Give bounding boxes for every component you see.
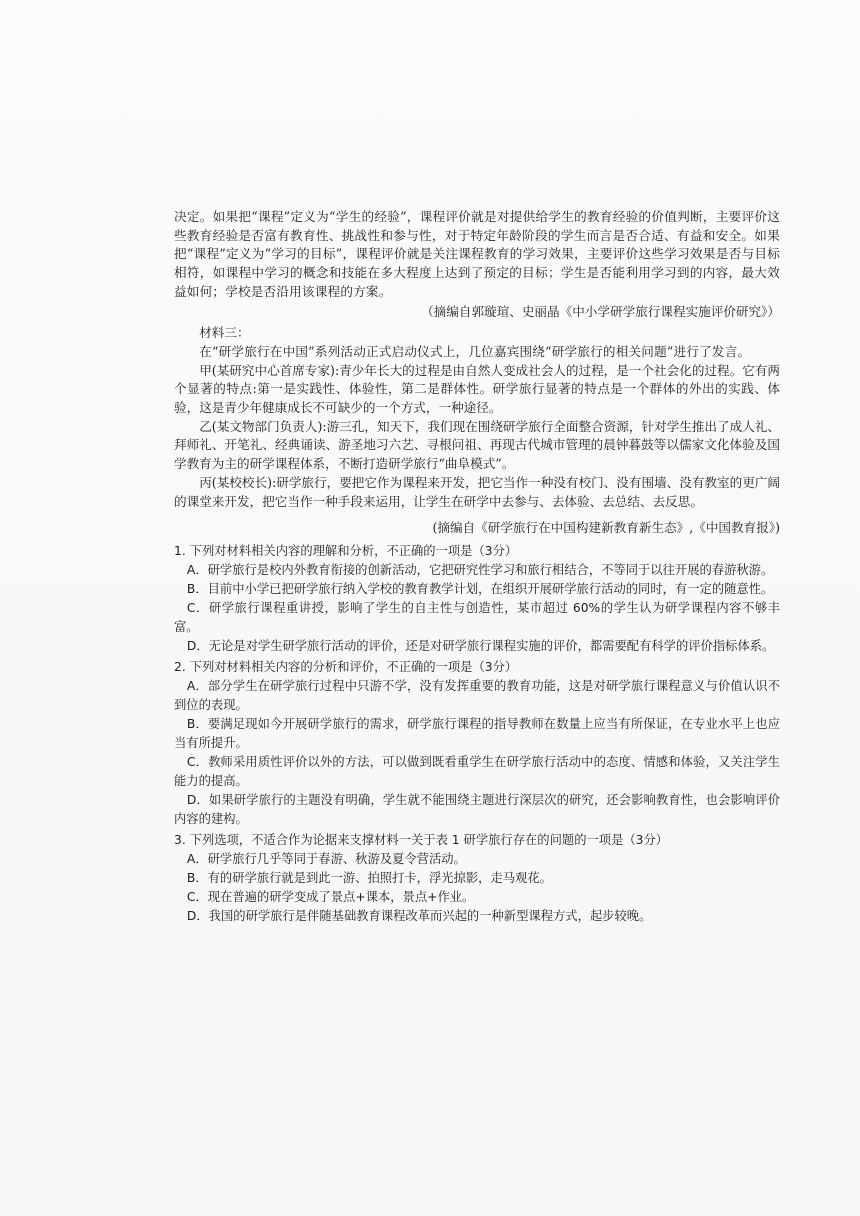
source-citation-2: (摘编自《研学旅行在中国构建新教育新生态》,《中国教育报》) bbox=[432, 520, 780, 536]
question-1-option-d: D．无论是对学生研学旅行活动的评价，还是对研学旅行课程实施的评价，都需要配有科学的评价指标体系。 bbox=[186, 638, 775, 653]
question-3 bbox=[174, 831, 780, 926]
question-3-option-b: B．有的研学旅行就是到此一游、拍照打卡，浮光掠影，走马观花。 bbox=[186, 870, 552, 885]
question-3-option-a: A．研学旅行几乎等同于春游、秋游及夏令营活动。 bbox=[186, 851, 466, 866]
question-2-option-d: D．如果研学旅行的主题没有明确，学生就不能围绕主题进行深层次的研究，还会影响教育性，也会影响评价内容的建构。 bbox=[174, 792, 780, 826]
question-2-option-b: B．要满足现如今开展研学旅行的需求，研学旅行课程的指导教师在数量上应当有所保证，在专业水平上也应当有所提升。 bbox=[174, 716, 780, 750]
intro-paragraph: 决定。如果把“课程”定义为“学生的经验”，课程评价就是对提供给学生的教育经验的价值判断，主要评价这些教育经验是否富有教育性、挑战性和参与性，对于特定年龄阶段的学生而言是否合适、有益和安全。如果把“课程”定义为“学习的目标”，课程评价就是关注课程教育的学习效果，主要评价这些学习效果是否与目标相符，如课程中学习的概念和技能在多大程度上达到了预定的目标；学生是否能利用学习到的内容，最大效益如何；学校是否沿用该课程的方案。 bbox=[174, 209, 780, 299]
speaker-yi-paragraph: 乙(某文物部门负责人):游三孔，知天下，我们现在围绕研学旅行全面整合资源，针对学生推出了成人礼、拜师礼、开笔礼、经典诵读、游圣地习六艺、寻根问祖、再现古代城市管理的晨钟暮鼓等以儒家文化体验及国学教育为主的研学课程体系，不断打造研学旅行“曲阜模式”。 bbox=[174, 418, 780, 472]
question-1-option-c: C．研学旅行课程重讲授，影响了学生的自主性与创造性，某市超过 60%的学生认为研学课程内容不够丰富。 bbox=[174, 600, 780, 634]
material-3-title: 材料三： bbox=[199, 325, 250, 341]
source-citation-1: （摘编自郭璇瑄、史丽晶《中小学研学旅行课程实施评价研究》） bbox=[421, 303, 780, 319]
question-3-option-d: D．我国的研学旅行是伴随基础教育课程改革而兴起的一种新型课程方式，起步较晚。 bbox=[186, 908, 652, 923]
question-2-option-c: C．教师采用质性评价以外的方法，可以做到既看重学生在研学旅行活动中的态度、情感和体验，又关注学生能力的提高。 bbox=[174, 754, 780, 788]
question-1-option-a: A．研学旅行是校内外教育衔接的创新活动，它把研究性学习和旅行相结合，不等同于以往开展的春游秋游。 bbox=[186, 562, 774, 577]
document-body bbox=[174, 208, 780, 926]
material-3-intro: 在“研学旅行在中国”系列活动正式启动仪式上，几位嘉宾围绕“研学旅行的相关问题”进行了发言。 bbox=[199, 343, 751, 359]
question-3-option-c: C．现在普遍的研学变成了景点+课本，景点+作业。 bbox=[186, 889, 475, 904]
speaker-bing-paragraph: 丙(某校校长):研学旅行，要把它作为课程来开发，把它当作一种没有校门、没有围墙、没有教室的更广阔的课堂来开发，把它当作一种手段来运用，让学生在研学中去参与、去体验、去总结、去反思。 bbox=[174, 474, 780, 509]
question-1-stem: 1. 下列对材料相关内容的理解和分析，不正确的一项是（3分） bbox=[174, 543, 518, 558]
question-2-option-a: A．部分学生在研学旅行过程中只游不学，没有发挥重要的教育功能，这是对研学旅行课程意义与价值认识不到位的表现。 bbox=[174, 678, 780, 712]
question-2 bbox=[174, 658, 780, 829]
speaker-jia-paragraph: 甲(某研究中心首席专家):青少年长大的过程是由自然人变成社会人的过程，是一个社会化的过程。它有两个显著的特点:第一是实践性、体验性，第二是群体性。研学旅行显著的特点是一个群体的外出的实践、体验，这是青少年健康成长不可缺少的一个方式，一种途径。 bbox=[174, 362, 780, 416]
question-1 bbox=[174, 542, 780, 656]
question-section bbox=[174, 542, 780, 926]
question-1-option-b: B．目前中小学已把研学旅行纳入学校的教育教学计划，在组织开展研学旅行活动的同时，有一定的随意性。 bbox=[186, 581, 774, 596]
question-3-stem: 3. 下列选项，不适合作为论据来支撑材料一关于表 1 研学旅行存在的问题的一项是（3分） bbox=[174, 832, 669, 847]
question-2-stem: 2. 下列对材料相关内容的分析和评价，不正确的一项是（3分） bbox=[174, 659, 518, 674]
